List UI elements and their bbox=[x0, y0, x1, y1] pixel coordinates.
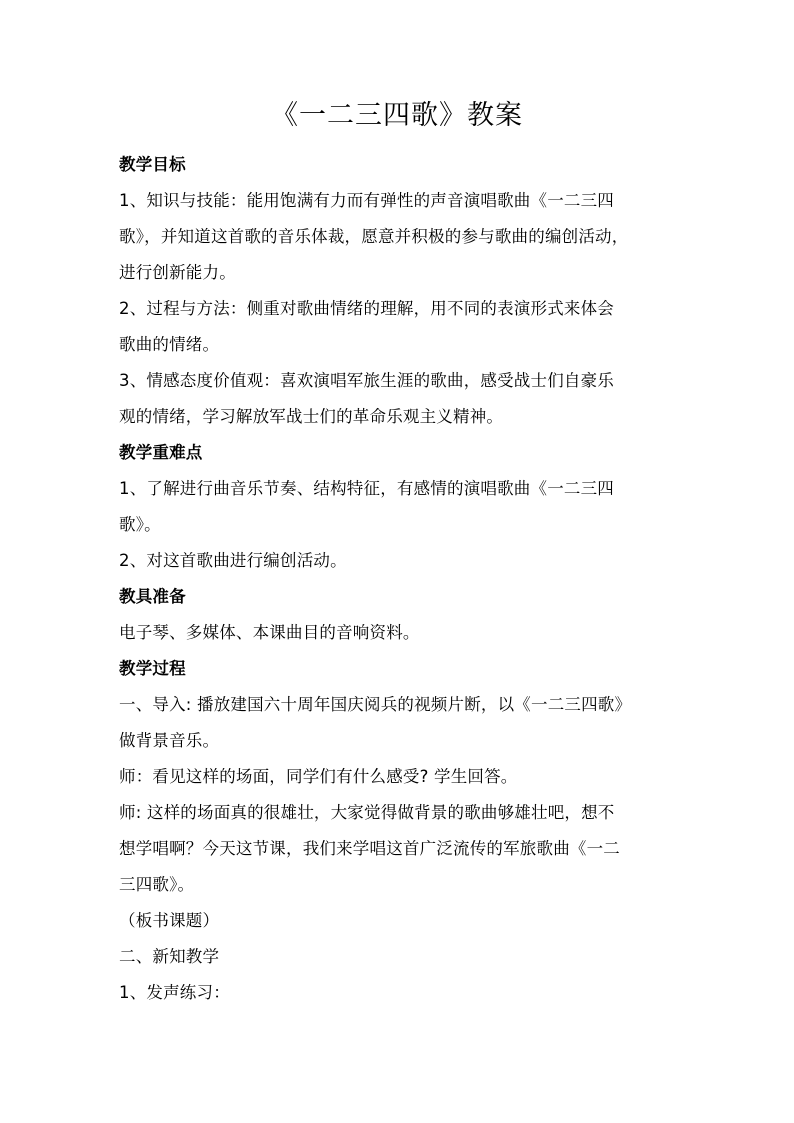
body-text-line: 进行创新能力。 bbox=[119, 263, 236, 282]
body-text-line: 三四歌》。 bbox=[119, 875, 195, 894]
body-text-line: 师：看见这样的场面，同学们有什么感受? 学生回答。 bbox=[119, 767, 518, 786]
body-text-line: 1、知识与技能：能用饱满有力而有弹性的声音演唱歌曲《一二三四 bbox=[119, 191, 614, 210]
body-text-line: 3、情感态度价值观：喜欢演唱军旅生涯的歌曲，感受战士们自豪乐 bbox=[119, 371, 614, 390]
section-heading: 教具准备 bbox=[119, 587, 186, 606]
body-text-line: 师: 这样的场面真的很雄壮，大家觉得做背景的歌曲够雄壮吧，想不 bbox=[119, 803, 615, 822]
body-text-line: （板书课题） bbox=[119, 911, 220, 930]
body-text-line: 1、了解进行曲音乐节奏、结构特征，有感情的演唱歌曲《一二三四 bbox=[119, 479, 614, 498]
body-text-line: 1、发声练习： bbox=[119, 983, 230, 1002]
body-text-line: 观的情绪，学习解放军战士们的革命乐观主义精神。 bbox=[119, 407, 504, 426]
section-heading: 教学过程 bbox=[119, 659, 186, 678]
body-text-line: 歌曲的情绪。 bbox=[119, 335, 220, 354]
body-text-line: 电子琴、多媒体、本课曲目的音响资料。 bbox=[119, 623, 420, 642]
body-text-line: 二、新知教学 bbox=[119, 947, 220, 966]
body-text-line: 做背景音乐。 bbox=[119, 731, 220, 750]
body-text-line: 2、对这首歌曲进行编创活动。 bbox=[119, 551, 347, 570]
document-title: 《一二三四歌》教案 bbox=[271, 100, 523, 131]
document-body bbox=[119, 147, 679, 1011]
body-text-line: 一、导入: 播放建国六十周年国庆阅兵的视频片断，以《一二三四歌》 bbox=[119, 695, 632, 714]
body-text-line: 想学唱啊？今天这节课，我们来学唱这首广泛流传的军旅歌曲《一二 bbox=[119, 839, 620, 858]
body-text-line: 歌》，并知道这首歌的音乐体裁，愿意并积极的参与歌曲的编创活动， bbox=[119, 227, 629, 246]
body-text-line: 2、过程与方法：侧重对歌曲情绪的理解，用不同的表演形式来体会 bbox=[119, 299, 614, 318]
section-heading: 教学重难点 bbox=[119, 443, 203, 462]
section-heading: 教学目标 bbox=[119, 155, 186, 174]
body-text-line: 歌》。 bbox=[119, 515, 161, 534]
